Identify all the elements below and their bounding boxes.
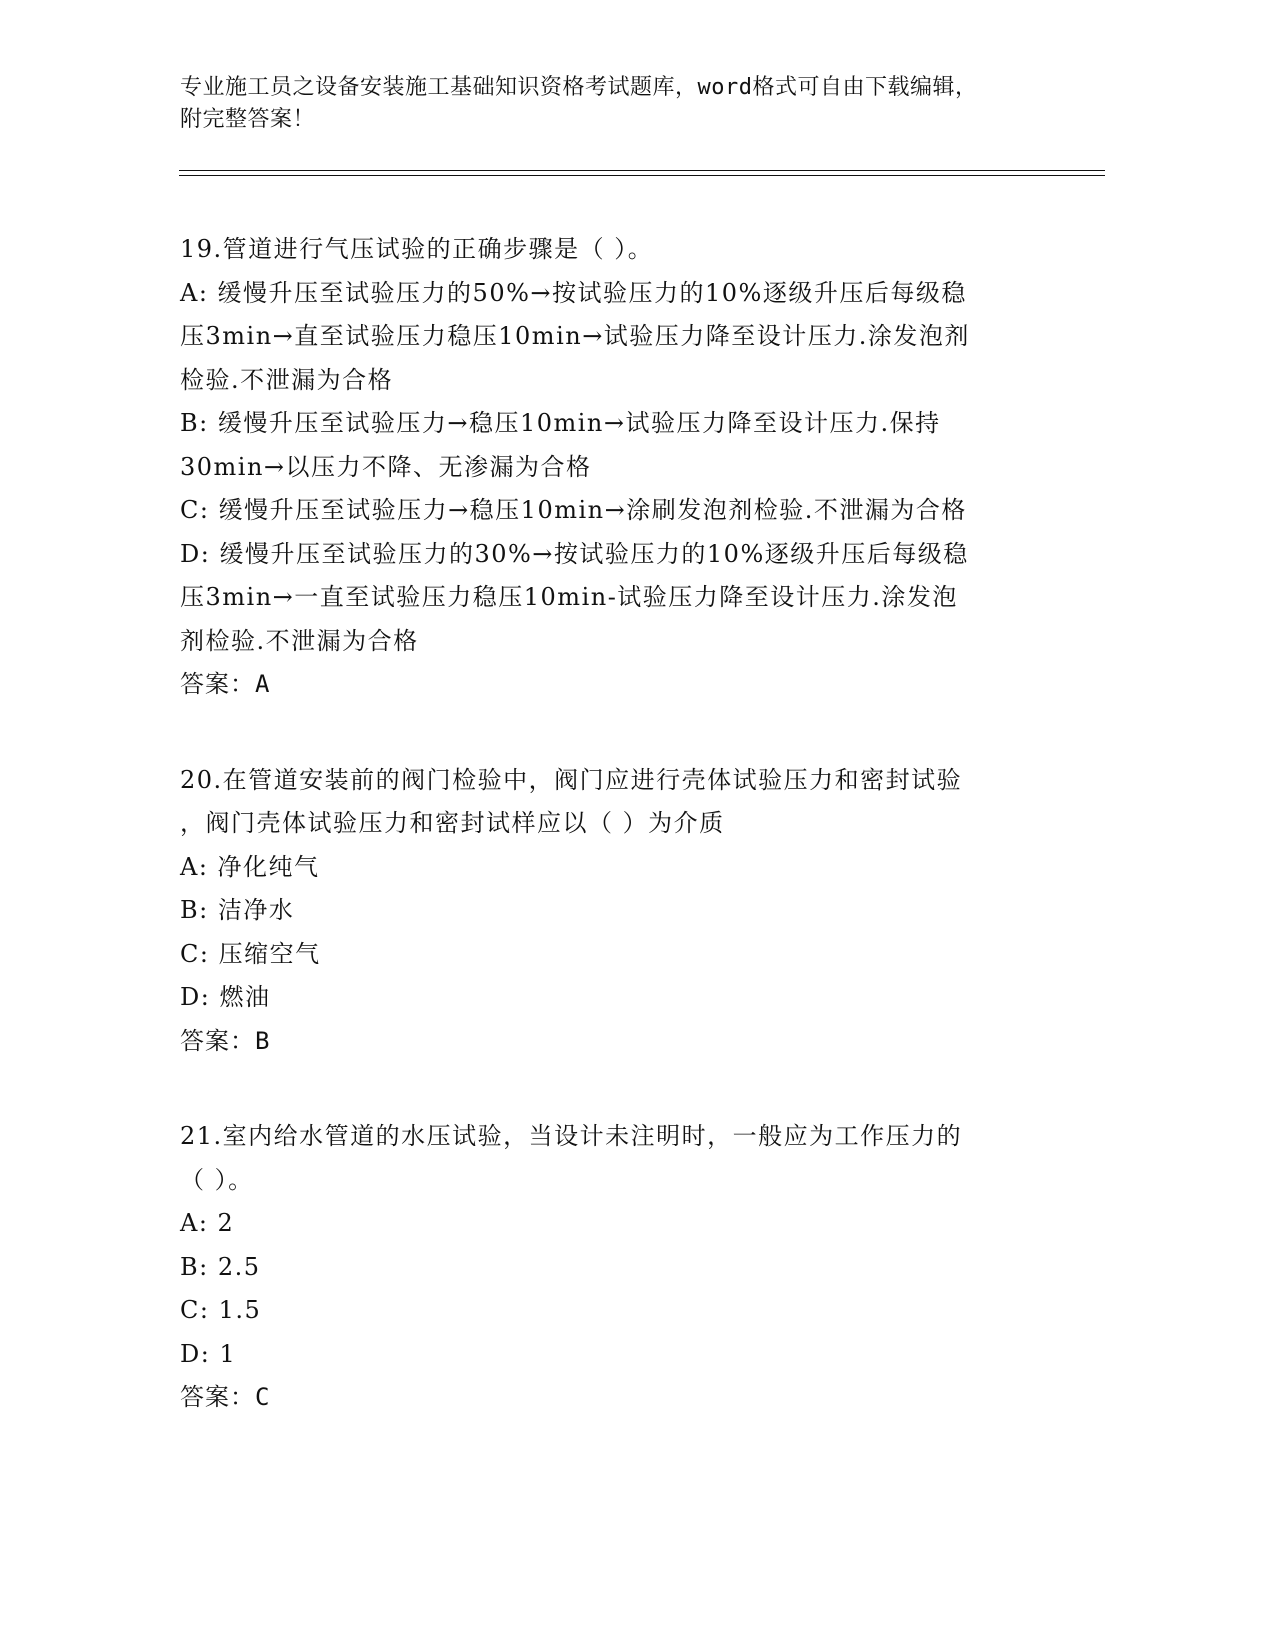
- answer-line: [180, 1020, 1080, 1064]
- answer-label: 答案：: [180, 1383, 255, 1411]
- option-line: C: 缓慢升压至试验压力→稳压10min→涂刷发泡剂检验.不泄漏为合格: [180, 496, 967, 524]
- question-stem: ，阀门壳体试验压力和密封试样应以（ ）为介质: [180, 809, 725, 837]
- question-21: [180, 1115, 1080, 1420]
- option-line: D: 缓慢升压至试验压力的30%→按试验压力的10%逐级升压后每级稳: [180, 539, 969, 568]
- answer-value: A: [255, 670, 271, 698]
- header-line-1: 专业施工员之设备安装施工基础知识资格考试题库，word格式可自由下载编辑，: [180, 75, 978, 100]
- header-divider-bottom: [179, 175, 1105, 176]
- answer-line: [180, 1376, 1080, 1420]
- option-line: A: 2: [180, 1209, 235, 1237]
- option-line: C: 压缩空气: [180, 939, 321, 968]
- header-line-2: 附完整答案！: [180, 107, 316, 132]
- option-line: A: 缓慢升压至试验压力的50%→按试验压力的10%逐级升压后每级稳: [180, 278, 967, 307]
- option-line: C: 1.5: [180, 1296, 262, 1324]
- answer-value: C: [255, 1383, 271, 1411]
- option-line: 压3min→一直至试验压力稳压10min-试验压力降至设计压力.涂发泡: [180, 583, 958, 611]
- question-19: [180, 228, 1080, 707]
- option-line: 压3min→直至试验压力稳压10min→试验压力降至设计压力.涂发泡剂: [180, 322, 970, 350]
- option-line: B: 缓慢升压至试验压力→稳压10min→试验压力降至设计压力.保持: [180, 409, 941, 437]
- document-header: [180, 72, 1060, 136]
- option-line: 检验.不泄漏为合格: [180, 365, 394, 394]
- header-divider-top: [179, 170, 1105, 171]
- answer-line: [180, 663, 1080, 707]
- question-stem: 20.在管道安装前的阀门检验中，阀门应进行壳体试验压力和密封试验: [180, 765, 963, 794]
- question-stem: 19.管道进行气压试验的正确步骤是（ ）。: [180, 235, 654, 263]
- question-stem: （ ）。: [180, 1165, 254, 1194]
- option-line: B: 洁净水: [180, 896, 295, 924]
- answer-label: 答案：: [180, 1026, 255, 1055]
- question-stem: 21.室内给水管道的水压试验，当设计未注明时，一般应为工作压力的: [180, 1122, 963, 1150]
- option-line: B: 2.5: [180, 1252, 261, 1281]
- option-line: 剂检验.不泄漏为合格: [180, 626, 419, 655]
- question-list: [180, 228, 1080, 1472]
- question-20: [180, 759, 1080, 1064]
- option-line: D: 1: [180, 1339, 237, 1368]
- option-line: 30min→以压力不降、无渗漏为合格: [180, 452, 592, 481]
- answer-value: B: [255, 1026, 271, 1055]
- option-line: D: 燃油: [180, 983, 271, 1011]
- answer-label: 答案：: [180, 670, 255, 698]
- option-line: A: 净化纯气: [180, 852, 320, 881]
